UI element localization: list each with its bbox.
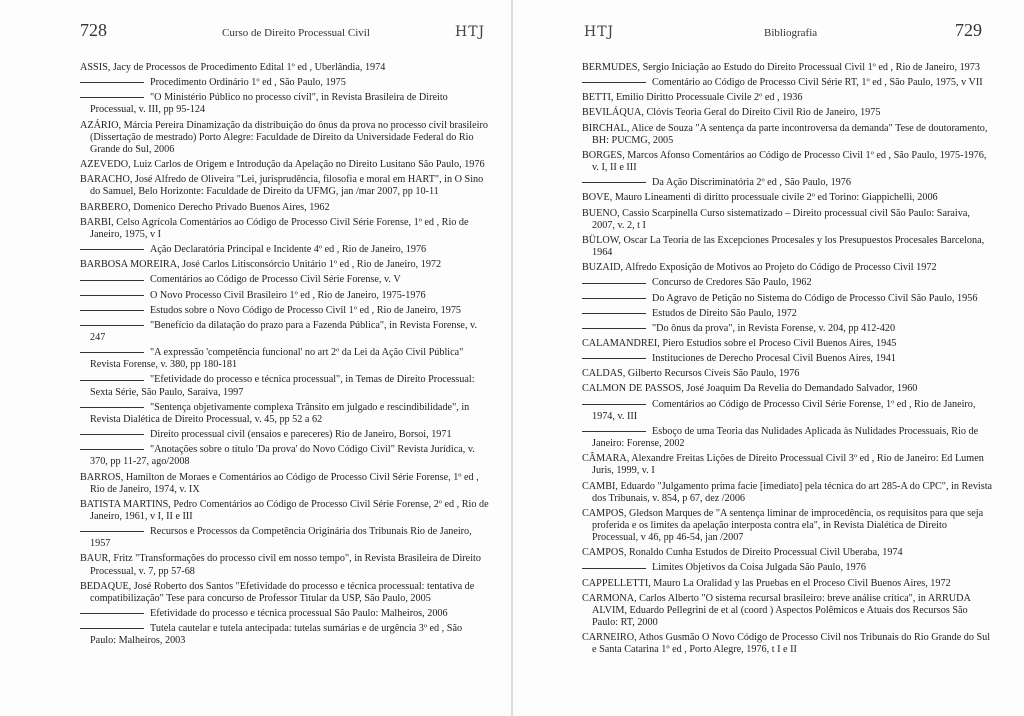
entry-text: CALMON DE PASSOS, José Joaquim Da Revelia do Demandado Salvador, 1960 — [582, 383, 918, 395]
bibliography-entry — [80, 202, 490, 214]
repeat-author-dash — [80, 352, 144, 353]
bibliography-entry — [80, 120, 490, 156]
bibliography-entry — [582, 177, 994, 189]
bibliography-entry — [582, 235, 994, 259]
bibliography-entry — [80, 244, 490, 256]
repeat-author-dash — [80, 434, 144, 435]
bibliography-entry — [582, 308, 994, 320]
bibliography-entry — [80, 62, 490, 74]
entry-text: Estudos sobre o Novo Código de Processo Civil 1º ed , Rio de Janeiro, 1975 — [150, 304, 462, 316]
bibliography-entry — [582, 92, 994, 104]
bibliography-entry — [80, 290, 490, 302]
repeat-author-dash — [80, 380, 144, 381]
bibliography-entry — [582, 481, 994, 505]
bibliography-entry — [582, 368, 994, 380]
entry-text: Concurso de Credores São Paulo, 1962 — [652, 277, 812, 289]
repeat-author-dash — [80, 325, 144, 326]
entry-text: BARBI, Celso Agrícola Comentários ao Código de Processo Civil Série Forense, 1º ed , Rio de Janeiro, 1975, v I — [80, 216, 469, 240]
repeat-author-dash — [80, 295, 144, 296]
entry-text: Limites Objetivos da Coisa Julgada São Paulo, 1976 — [652, 562, 866, 574]
repeat-author-dash — [80, 407, 144, 408]
bibliography-entry — [582, 353, 994, 365]
bibliography-entry — [80, 402, 490, 426]
entry-text: "Do ônus da prova", in Revista Forense, v. 204, pp 412-420 — [652, 322, 896, 334]
bibliography-entry — [582, 547, 994, 559]
entry-text: Comentário ao Código de Processo Civil Série RT, 1º ed , São Paulo, 1975, v VII — [652, 77, 983, 89]
entry-text: Estudos de Direito São Paulo, 1972 — [652, 307, 797, 319]
repeat-author-dash — [80, 310, 144, 311]
entry-text: BETTI, Emilio Diritto Processuale Civile 2º ed , 1936 — [582, 92, 803, 104]
bibliography-entry — [80, 174, 490, 198]
entry-text: BEDAQUE, José Roberto dos Santos "Efetividade do processo e técnica processual: tentativa de compatibilização" Tese para concurso de Professor Titular da USP, São Paulo, 2005 — [80, 580, 475, 604]
right-page — [512, 0, 1024, 716]
repeat-author-dash — [582, 182, 646, 183]
entry-text: "Anotações sobre o título 'Da prova' do Novo Código Civil" Revista Jurídica, v. 370, pp 11-27, ago/2008 — [90, 444, 475, 468]
entry-text: Direito processual civil (ensaios e pareceres) Rio de Janeiro, Borsoi, 1971 — [150, 429, 452, 441]
bibliography-entry — [80, 553, 490, 577]
entry-text: CAPPELLETTI, Mauro La Oralidad y las Pruebas en el Proceso Civil Buenos Aires, 1972 — [582, 577, 951, 589]
bibliography-entry — [80, 259, 490, 271]
repeat-author-dash — [80, 82, 144, 83]
right-htj-logo: HTJ — [584, 24, 615, 40]
bibliography-entry — [582, 338, 994, 350]
entry-text: Comentários ao Código de Processo Civil Série Forense, 1º ed , Rio de Janeiro, 1974, v. III — [592, 398, 976, 422]
left-htj-logo: HTJ — [455, 24, 486, 40]
entry-text: BOVE, Mauro Lineamenti di diritto processuale civile 2º ed Torino: Giappichelli, 2006 — [582, 192, 938, 204]
right-page-number: 729 — [955, 20, 982, 40]
entry-text: Recursos e Processos da Competência Originária dos Tribunais Rio de Janeiro, 1957 — [90, 526, 472, 550]
repeat-author-dash — [80, 280, 144, 281]
bibliography-entry — [80, 159, 490, 171]
bibliography-entry — [80, 92, 490, 116]
bibliography-entry — [80, 472, 490, 496]
bibliography-entry — [582, 192, 994, 204]
entry-text: AZEVEDO, Luiz Carlos de Origem e Introdução da Apelação no Direito Lusitano São Paulo, 1976 — [80, 159, 485, 171]
entry-text: "Efetividade do processo e técnica processual", in Temas de Direito Processual: Sexta Série, São Paulo, Saraiva, 1997 — [90, 374, 475, 398]
bibliography-entry — [582, 426, 994, 450]
repeat-author-dash — [582, 328, 646, 329]
entry-text: BIRCHAL, Alice de Souza "A sentença da parte incontroversa da demanda" Tese de doutoramento, BH: PUCMG, 2005 — [582, 122, 988, 146]
bibliography-entry — [582, 77, 994, 89]
bibliography-entry — [80, 623, 490, 647]
repeat-author-dash — [80, 531, 144, 532]
bibliography-entry — [582, 277, 994, 289]
entry-text: CAMPOS, Gledson Marques de "A sentença liminar de improcedência, os requisitos para que seja proferida e os limites da apelação interposta contra ela", in Revista Dialética de Direito Processual, v 46, pp 46-54, jan /2007 — [582, 507, 984, 544]
bibliography-entry — [80, 499, 490, 523]
entry-text: CALAMANDREI, Piero Estudios sobre el Proceso Civil Buenos Aires, 1945 — [582, 337, 897, 349]
repeat-author-dash — [80, 249, 144, 250]
repeat-author-dash — [582, 404, 646, 405]
bibliography-entry — [582, 262, 994, 274]
repeat-author-dash — [582, 568, 646, 569]
entry-text: "Sentença objetivamente complexa Trânsito em julgado e rescindibilidade", in Revista Dialética de Direito Processual, v. 45, pp 52 a 62 — [90, 401, 470, 425]
bibliography-entry — [80, 608, 490, 620]
bibliography-entry — [582, 123, 994, 147]
left-page-number: 728 — [80, 20, 107, 40]
entry-text: BARACHO, José Alfredo de Oliveira "Lei, jurisprudência, filosofia e moral em HART", in O Sino do Samuel, Belo Horizonte: Faculdade de Direito da UFMG, jan /mar 2007, pp 10-11 — [80, 174, 484, 198]
entry-text: Instituciones de Derecho Procesal Civil Buenos Aires, 1941 — [652, 353, 896, 365]
bibliography-entry — [582, 293, 994, 305]
bibliography-entry — [80, 429, 490, 441]
left-bibliography-list — [80, 62, 490, 651]
entry-text: AZÁRIO, Márcia Pereira Dinamização da distribuição do ônus da prova no processo civil brasileiro (Dissertação de mestrado) Porto Alegre: Faculdade de Direito da Universidade Federal do Rio Grande do Sul, 2006 — [80, 119, 488, 155]
bibliography-entry — [582, 453, 994, 477]
bibliography-entry — [80, 77, 490, 89]
entry-text: "Benefício da dilatação do prazo para a Fazenda Pública", in Revista Forense, v. 247 — [90, 319, 478, 343]
bibliography-entry — [582, 208, 994, 232]
bibliography-entry — [80, 526, 490, 550]
repeat-author-dash — [80, 628, 144, 629]
repeat-author-dash — [80, 97, 144, 98]
repeat-author-dash — [582, 82, 646, 83]
repeat-author-dash — [80, 449, 144, 450]
bibliography-entry — [80, 320, 490, 344]
entry-text: Esboço de uma Teoria das Nulidades Aplicada às Nulidades Processuais, Rio de Janeiro: Forense, 2002 — [592, 425, 979, 450]
repeat-author-dash — [582, 283, 646, 284]
bibliography-entry — [582, 578, 994, 590]
repeat-author-dash — [582, 431, 646, 432]
bibliography-entry — [582, 107, 994, 119]
entry-text: Comentários ao Código de Processo Civil Série Forense, v. V — [150, 274, 401, 286]
bibliography-entry — [582, 632, 994, 656]
entry-text: Procedimento Ordinário 1º ed , São Paulo, 1975 — [150, 77, 346, 89]
entry-text: CALDAS, Gilberto Recursos Cíveis São Paulo, 1976 — [582, 368, 800, 380]
bibliography-entry — [80, 217, 490, 241]
bibliography-entry — [80, 581, 490, 605]
entry-text: ASSIS, Jacy de Processos de Procedimento Edital 1º ed , Uberlândia, 1974 — [80, 62, 386, 73]
entry-text: CAMPOS, Ronaldo Cunha Estudos de Direito Processual Civil Uberaba, 1974 — [582, 547, 903, 559]
repeat-author-dash — [582, 298, 646, 299]
bibliography-entry — [582, 62, 994, 74]
bibliography-entry — [582, 562, 994, 574]
right-bibliography-list — [582, 62, 994, 660]
repeat-author-dash — [582, 358, 646, 359]
entry-text: Ação Declaratória Principal e Incidente 4º ed , Rio de Janeiro, 1976 — [150, 244, 427, 256]
bibliography-entry — [582, 150, 994, 174]
bibliography-entry — [582, 383, 994, 395]
right-running-title: Bibliografia — [764, 27, 818, 39]
entry-text: Efetividade do processo e técnica processual São Paulo: Malheiros, 2006 — [150, 608, 448, 620]
bibliography-entry — [582, 593, 994, 629]
bibliography-entry — [582, 399, 994, 423]
repeat-author-dash — [582, 313, 646, 314]
entry-text: CÂMARA, Alexandre Freitas Lições de Direito Processual Civil 3º ed , Rio de Janeiro: Ed Lumen Juris, 1999, v. I — [582, 453, 984, 477]
entry-text: BERMUDES, Sergio Iniciação ao Estudo do Direito Processual Civil 1º ed , Rio de Janeiro, 1973 — [582, 62, 980, 73]
entry-text: CAMBI, Eduardo "Julgamento prima facie [imediato] pela técnica do art 285-A do CPC", in Revista dos Tribunais, v. 854, p 67, dez /2006 — [582, 480, 993, 504]
entry-text: BUZAID, Alfredo Exposição de Motivos ao Projeto do Código de Processo Civil 1972 — [582, 262, 937, 274]
entry-text: O Novo Processo Civil Brasileiro 1º ed , Rio de Janeiro, 1975-1976 — [150, 289, 426, 301]
entry-text: Da Ação Discriminatória 2º ed , São Paulo, 1976 — [652, 177, 851, 189]
bibliography-entry — [80, 274, 490, 286]
bibliography-entry — [80, 347, 490, 371]
bibliography-entry — [80, 374, 490, 398]
entry-text: "A expressão 'competência funcional' no art 2º da Lei da Ação Civil Pública" Revista Forense, v. 380, pp 180-181 — [90, 347, 464, 371]
entry-text: BEVILÁQUA, Clóvis Teoria Geral do Direito Civil Rio de Janeiro, 1975 — [582, 107, 881, 119]
entry-text: BUENO, Cassio Scarpinella Curso sistematizado – Direito processual civil São Paulo: Saraiva, 2007, v. 2, t I — [582, 207, 970, 231]
bibliography-entry — [80, 305, 490, 317]
left-running-title: Curso de Direito Processual Civil — [222, 27, 370, 39]
entry-text: Do Agravo de Petição no Sistema do Código de Processo Civil São Paulo, 1956 — [652, 292, 978, 304]
entry-text: BATISTA MARTINS, Pedro Comentários ao Código de Processo Civil Série Forense, 2º ed , Rio de Janeiro, 1961, v I, II e III — [80, 498, 489, 522]
entry-text: BARBOSA MOREIRA, José Carlos Litisconsórcio Unitário 1º ed , Rio de Janeiro, 1972 — [80, 259, 442, 271]
entry-text: "O Ministério Público no processo civil", in Revista Brasileira de Direito Processual, v. III, pp 95-124 — [90, 92, 448, 116]
entry-text: CARMONA, Carlos Alberto "O sistema recursal brasileiro: breve análise crítica", in ARRUDA ALVIM, Eduardo Pellegrini de et al (coord ) Aspectos Polêmicos e Atuais dos Recursos São Paulo: RT, 2000 — [582, 592, 971, 629]
entry-text: BARROS, Hamilton de Moraes e Comentários ao Código de Processo Civil Série Forense, 1º ed , Rio de Janeiro, 1974, v. IX — [80, 471, 479, 495]
repeat-author-dash — [80, 613, 144, 614]
entry-text: BAUR, Fritz "Transformações do processo civil em nosso tempo", in Revista Brasileira de Direito Processual, v. 7, pp 57-68 — [80, 553, 481, 577]
entry-text: BÜLOW, Oscar La Teoria de las Excepciones Procesales y los Presupuestos Procesales Barcelona, 1964 — [582, 234, 985, 259]
entry-text: BORGES, Marcos Afonso Comentários ao Código de Processo Civil 1º ed , São Paulo, 1975-1976, v. I, II e III — [582, 149, 987, 174]
entry-text: CARNEIRO, Athos Gusmão O Novo Código de Processo Civil nos Tribunais do Rio Grande do Sul e Santa Catarina 1º ed , Porto Alegre, 1976, t I e II — [582, 632, 991, 656]
bibliography-entry — [582, 323, 994, 335]
entry-text: Tutela cautelar e tutela antecipada: tutelas sumárias e de urgência 3º ed , São Paulo: Malheiros, 2003 — [90, 623, 463, 647]
entry-text: BARBERO, Domenico Derecho Privado Buenos Aires, 1962 — [80, 201, 330, 213]
bibliography-entry — [582, 508, 994, 544]
bibliography-entry — [80, 444, 490, 468]
